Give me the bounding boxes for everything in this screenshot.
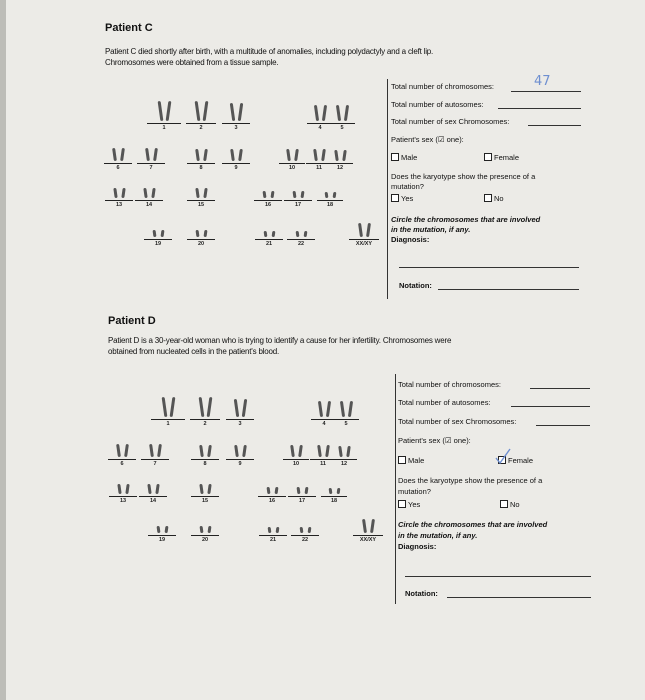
chromosome-rule: [187, 200, 215, 201]
chromosome-number: 7: [153, 461, 157, 467]
chromosome-shape[interactable]: [199, 445, 204, 457]
chromosome-rule: [144, 239, 172, 240]
chromosome-rule: [291, 535, 319, 536]
chromosome-shape[interactable]: [329, 488, 333, 494]
chromosome-shape[interactable]: [203, 188, 207, 198]
chromosome-rule: [191, 535, 219, 536]
chromosome-shape[interactable]: [305, 487, 309, 494]
chromosome-shape[interactable]: [298, 445, 303, 457]
chromosome-shape[interactable]: [112, 148, 117, 161]
chromosome-number: 1: [162, 125, 166, 131]
chromosome-shape[interactable]: [272, 231, 276, 237]
chromosome-number: 9: [234, 165, 238, 171]
patient-c-mutation-question-1: Does the karyotype show the presence of a: [391, 172, 536, 181]
patient-d-mutation-question-1: Does the karyotype show the presence of a: [398, 476, 543, 485]
chromosome-rule: [279, 163, 305, 164]
chromosome-shape[interactable]: [317, 445, 322, 457]
chromosome-shape[interactable]: [340, 401, 345, 417]
patient-d-notation-label: Notation:: [405, 589, 438, 598]
chromosome-shape[interactable]: [336, 105, 341, 121]
chromosome-shape[interactable]: [195, 101, 201, 121]
chromosome-number: 1: [166, 421, 170, 427]
chromosome-shape[interactable]: [230, 103, 235, 121]
chromosome-shape[interactable]: [207, 484, 211, 494]
patient-c-circle-instruction-2: in the mutation, if any.: [391, 225, 471, 234]
chromosome-shape[interactable]: [346, 446, 351, 457]
chromosome-shape[interactable]: [208, 526, 212, 533]
patient-c-mutation-question-2: mutation?: [391, 182, 424, 191]
patient-c-circle-instruction-1: Circle the chromosomes that are involved: [391, 215, 541, 224]
chromosome-shape[interactable]: [370, 519, 375, 533]
chromosome-rule: [108, 459, 136, 460]
patient-c-no-option[interactable]: No: [484, 194, 504, 203]
chromosome-number: 12: [336, 165, 344, 171]
chromosome-shape[interactable]: [117, 484, 121, 494]
chromosome-rule: [147, 123, 181, 124]
chromosome-number: 22: [301, 537, 309, 543]
chromosome-shape[interactable]: [293, 191, 297, 198]
chromosome-number: 12: [340, 461, 348, 467]
chromosome-shape[interactable]: [337, 488, 341, 494]
chromosome-number: 4: [322, 421, 326, 427]
chromosome-rule: [139, 496, 167, 497]
patient-c-notation-label: Notation:: [399, 281, 432, 290]
chromosome-shape[interactable]: [325, 192, 329, 198]
chromosome-rule: [327, 163, 353, 164]
chromosome-number: 7: [149, 165, 153, 171]
chromosome-shape[interactable]: [196, 230, 200, 237]
chromosome-shape[interactable]: [313, 149, 318, 161]
patient-c-sex-label: Patient's sex (☑ one):: [391, 135, 464, 144]
chromosome-shape[interactable]: [162, 397, 168, 417]
chromosome-rule: [255, 239, 283, 240]
chromosome-rule: [329, 123, 355, 124]
patient-c-diagnosis-line[interactable]: [399, 267, 579, 268]
chromosome-shape[interactable]: [116, 444, 121, 457]
chromosome-number: 16: [264, 202, 272, 208]
patient-d-sex-chromosomes-line[interactable]: [536, 425, 590, 426]
chromosome-number: 14: [145, 202, 153, 208]
patient-c-yes-option[interactable]: Yes: [391, 194, 413, 203]
chromosome-shape[interactable]: [155, 484, 159, 494]
patient-c-male-option[interactable]: Male: [391, 153, 417, 162]
chromosome-shape[interactable]: [151, 188, 155, 198]
chromosome-number: 9: [238, 461, 242, 467]
chromosome-shape[interactable]: [366, 223, 371, 237]
patient-c-autosomes-label: Total number of autosomes:: [391, 100, 484, 109]
chromosome-rule: [191, 496, 219, 497]
chromosome-shape[interactable]: [153, 230, 157, 237]
checkbox-icon[interactable]: [484, 194, 492, 202]
chromosome-shape[interactable]: [242, 445, 247, 457]
patient-c-description-2: Chromosomes were obtained from a tissue sample.: [105, 58, 279, 67]
chromosome-number: 19: [158, 537, 166, 543]
chromosome-shape[interactable]: [333, 192, 337, 198]
chromosome-rule: [222, 163, 250, 164]
checkbox-icon[interactable]: [500, 500, 508, 508]
chromosome-number: 3: [234, 125, 238, 131]
chromosome-number: 18: [326, 202, 334, 208]
chromosome-shape[interactable]: [318, 401, 323, 417]
chromosome-number: 15: [201, 498, 209, 504]
chromosome-shape[interactable]: [296, 231, 300, 237]
chromosome-shape[interactable]: [321, 149, 326, 161]
patient-d-autosomes-line[interactable]: [511, 406, 590, 407]
chromosome-shape[interactable]: [271, 191, 275, 198]
checkbox-icon[interactable]: [391, 153, 399, 161]
chromosome-number: 6: [120, 461, 124, 467]
chromosome-shape[interactable]: [267, 487, 271, 494]
patient-d-sex-chromosomes-label: Total number of sex Chromosomes:: [398, 417, 517, 426]
patient-d-box-border: [395, 374, 396, 604]
chromosome-number: 11: [320, 461, 326, 467]
chromosome-shape[interactable]: [157, 526, 161, 533]
patient-d-female-option[interactable]: Female: [498, 456, 533, 465]
patient-c-total-chromosomes-answer: 47: [534, 74, 551, 89]
chromosome-shape[interactable]: [276, 527, 280, 533]
chromosome-shape[interactable]: [120, 148, 125, 161]
chromosome-rule: [317, 200, 343, 201]
chromosome-number: 10: [288, 165, 296, 171]
chromosome-rule: [141, 459, 169, 460]
chromosome-shape[interactable]: [124, 444, 129, 457]
patient-d-sex-label: Patient's sex (☑ one):: [398, 436, 471, 445]
chromosome-rule: [135, 200, 163, 201]
chromosome-number: 17: [294, 202, 302, 208]
patient-d-male-option[interactable]: Male: [398, 456, 424, 465]
chromosome-number: 5: [344, 421, 348, 427]
chromosome-rule: [226, 459, 254, 460]
chromosome-number: 22: [297, 241, 305, 247]
patient-c-box-border: [387, 79, 388, 299]
patient-d-circle-instruction-2: in the mutation, if any.: [398, 531, 478, 540]
chromosome-shape[interactable]: [294, 149, 299, 161]
chromosome-shape[interactable]: [204, 230, 208, 237]
chromosome-number: XX/XY: [355, 241, 373, 247]
chromosome-number: 21: [265, 241, 273, 247]
patient-c-total-chromosomes-line: [511, 91, 581, 92]
chromosome-shape[interactable]: [301, 191, 305, 198]
chromosome-shape[interactable]: [157, 444, 162, 457]
chromosome-shape[interactable]: [300, 527, 304, 533]
chromosome-shape[interactable]: [234, 399, 239, 417]
chromosome-shape[interactable]: [230, 149, 235, 161]
chromosome-shape[interactable]: [268, 527, 272, 533]
chromosome-rule: [151, 419, 185, 420]
chromosome-rule: [104, 163, 132, 164]
chromosome-number: 14: [149, 498, 157, 504]
patient-c-autosomes-line[interactable]: [498, 108, 581, 109]
patient-d-yes-option[interactable]: Yes: [398, 500, 420, 509]
patient-d-autosomes-label: Total number of autosomes:: [398, 398, 491, 407]
chromosome-number: 13: [115, 202, 123, 208]
chromosome-shape[interactable]: [344, 105, 349, 121]
checkbox-icon[interactable]: [398, 500, 406, 508]
worksheet-page: [6, 0, 645, 700]
chromosome-shape[interactable]: [338, 446, 343, 457]
chromosome-number: 6: [116, 165, 120, 171]
chromosome-shape[interactable]: [348, 401, 353, 417]
chromosome-rule: [287, 239, 315, 240]
chromosome-rule: [284, 200, 312, 201]
chromosome-shape[interactable]: [199, 484, 203, 494]
chromosome-number: 15: [197, 202, 205, 208]
chromosome-shape[interactable]: [314, 105, 319, 121]
chromosome-shape[interactable]: [113, 188, 117, 198]
chromosome-shape[interactable]: [325, 445, 330, 457]
chromosome-shape[interactable]: [207, 397, 213, 417]
chromosome-rule: [148, 535, 176, 536]
chromosome-shape[interactable]: [242, 399, 247, 417]
chromosome-shape[interactable]: [153, 148, 158, 161]
chromosome-number: XX/XY: [359, 537, 377, 543]
chromosome-number: 8: [203, 461, 207, 467]
handwritten-check-icon: [494, 448, 512, 466]
chromosome-rule: [222, 123, 250, 124]
chromosome-rule: [187, 239, 215, 240]
chromosome-rule: [226, 419, 254, 420]
chromosome-rule: [105, 200, 133, 201]
checkbox-icon[interactable]: [398, 456, 406, 464]
chromosome-shape[interactable]: [121, 188, 125, 198]
chromosome-number: 2: [203, 421, 207, 427]
chromosome-rule: [349, 239, 379, 240]
checkbox-icon[interactable]: [484, 153, 492, 161]
chromosome-number: 10: [292, 461, 300, 467]
chromosome-shape[interactable]: [238, 149, 243, 161]
chromosome-number: 4: [318, 125, 322, 131]
chromosome-number: 16: [268, 498, 276, 504]
chromosome-shape[interactable]: [147, 484, 151, 494]
chromosome-rule: [353, 535, 383, 536]
chromosome-number: 17: [298, 498, 306, 504]
chromosome-number: 3: [238, 421, 242, 427]
chromosome-number: 5: [340, 125, 344, 131]
patient-d-description-2: obtained from nucleated cells in the patient's blood.: [108, 347, 280, 356]
chromosome-shape[interactable]: [143, 188, 147, 198]
chromosome-shape[interactable]: [297, 487, 301, 494]
chromosome-rule: [190, 419, 220, 420]
patient-d-circle-instruction-1: Circle the chromosomes that are involved: [398, 520, 548, 529]
chromosome-shape[interactable]: [170, 397, 176, 417]
patient-d-heading: Patient D: [108, 315, 156, 327]
chromosome-rule: [333, 419, 359, 420]
chromosome-number: 21: [269, 537, 277, 543]
patient-c-sex-chromosomes-line[interactable]: [528, 125, 581, 126]
chromosome-shape[interactable]: [290, 445, 295, 457]
patient-c-female-option[interactable]: Female: [484, 153, 519, 162]
patient-d-diagnosis-line[interactable]: [405, 576, 591, 577]
chromosome-shape[interactable]: [362, 519, 367, 533]
chromosome-number: 20: [201, 537, 209, 543]
patient-d-notation-line[interactable]: [447, 597, 591, 598]
patient-d-description-1: Patient D is a 30-year-old woman who is trying to identify a cause for her infertility. Chromosomes were: [108, 336, 452, 345]
chromosome-shape[interactable]: [234, 445, 239, 457]
chromosome-number: 11: [316, 165, 322, 171]
chromosome-shape[interactable]: [326, 401, 331, 417]
chromosome-shape[interactable]: [358, 223, 363, 237]
chromosome-shape[interactable]: [308, 527, 312, 533]
chromosome-rule: [283, 459, 309, 460]
patient-d-total-chromosomes-label: Total number of chromosomes:: [398, 380, 501, 389]
chromosome-rule: [258, 496, 286, 497]
patient-c-diagnosis-label: Diagnosis:: [391, 235, 430, 244]
chromosome-shape[interactable]: [304, 231, 308, 237]
chromosome-shape[interactable]: [161, 230, 165, 237]
chromosome-shape[interactable]: [158, 101, 164, 121]
chromosome-rule: [186, 123, 216, 124]
chromosome-shape[interactable]: [238, 103, 243, 121]
chromosome-shape[interactable]: [145, 148, 150, 161]
chromosome-shape[interactable]: [322, 105, 327, 121]
chromosome-shape[interactable]: [203, 149, 208, 161]
chromosome-shape[interactable]: [263, 191, 267, 198]
chromosome-shape[interactable]: [166, 101, 172, 121]
chromosome-shape[interactable]: [195, 188, 199, 198]
chromosome-rule: [321, 496, 347, 497]
chromosome-shape[interactable]: [200, 526, 204, 533]
chromosome-number: 8: [199, 165, 203, 171]
chromosome-shape[interactable]: [149, 444, 154, 457]
patient-d-no-option[interactable]: No: [500, 500, 520, 509]
chromosome-shape[interactable]: [275, 487, 279, 494]
chromosome-rule: [288, 496, 316, 497]
chromosome-shape[interactable]: [286, 149, 291, 161]
chromosome-shape[interactable]: [264, 231, 268, 237]
chromosome-number: 2: [199, 125, 203, 131]
chromosome-shape[interactable]: [199, 397, 205, 417]
patient-c-description-1: Patient C died shortly after birth, with a multitude of anomalies, including polydactyly and a cleft lip.: [105, 47, 434, 56]
chromosome-shape[interactable]: [195, 149, 200, 161]
chromosome-number: 20: [197, 241, 205, 247]
chromosome-shape[interactable]: [203, 101, 209, 121]
chromosome-shape[interactable]: [207, 445, 212, 457]
patient-c-sex-chromosomes-label: Total number of sex Chromosomes:: [391, 117, 510, 126]
chromosome-rule: [191, 459, 219, 460]
patient-c-heading: Patient C: [105, 22, 153, 34]
chromosome-rule: [331, 459, 357, 460]
chromosome-shape[interactable]: [342, 150, 347, 161]
chromosome-shape[interactable]: [125, 484, 129, 494]
chromosome-rule: [137, 163, 165, 164]
chromosome-shape[interactable]: [165, 526, 169, 533]
chromosome-shape[interactable]: [334, 150, 339, 161]
patient-d-total-chromosomes-line[interactable]: [530, 388, 590, 389]
chromosome-rule: [109, 496, 137, 497]
patient-d-diagnosis-label: Diagnosis:: [398, 542, 437, 551]
checkbox-icon[interactable]: [391, 194, 399, 202]
chromosome-rule: [254, 200, 282, 201]
chromosome-number: 13: [119, 498, 127, 504]
chromosome-number: 19: [154, 241, 162, 247]
patient-d-mutation-question-2: mutation?: [398, 487, 431, 496]
patient-c-total-chromosomes-label: Total number of chromosomes:: [391, 82, 494, 91]
chromosome-number: 18: [330, 498, 338, 504]
chromosome-rule: [187, 163, 215, 164]
patient-c-notation-line[interactable]: [438, 289, 579, 290]
chromosome-rule: [259, 535, 287, 536]
